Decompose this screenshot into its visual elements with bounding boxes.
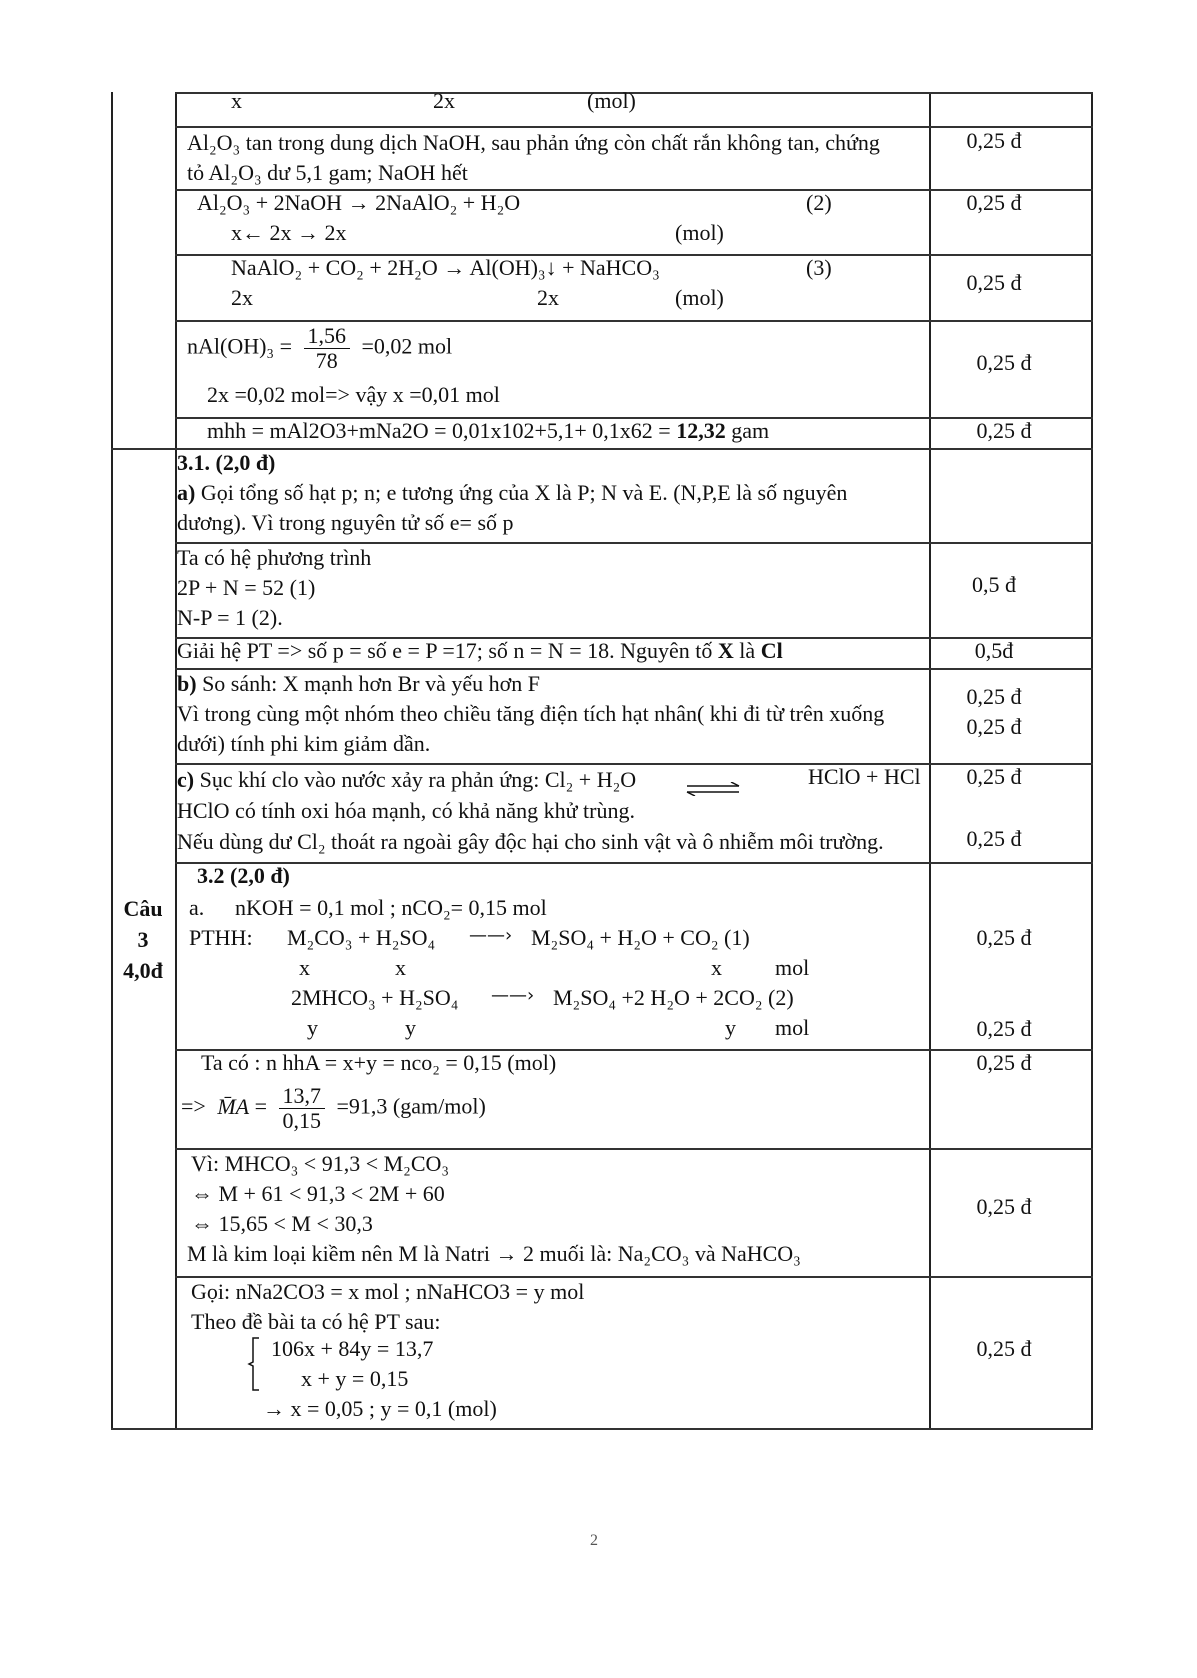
equation-2-right: M₂SO₄ +2 H₂O + 2CO₂ (2) bbox=[553, 985, 794, 1010]
mol-x: x bbox=[231, 88, 242, 113]
text-line: Vì: MHCO₃ < 91,3 < M₂CO₃ bbox=[191, 1151, 450, 1176]
mol-2x: 2x bbox=[231, 285, 253, 310]
text: So sánh: X mạnh hơn Br và yếu hơn F bbox=[196, 671, 541, 696]
molar-mass bbox=[181, 1084, 486, 1133]
table-bottom-border bbox=[111, 1428, 1093, 1430]
text-line: dưới) tính phi kim giảm dần. bbox=[177, 731, 431, 756]
text: => bbox=[181, 1093, 206, 1119]
part-b bbox=[177, 669, 884, 759]
arrow-icon: ——› bbox=[469, 925, 513, 946]
text-line: Nếu dùng dư Cl₂ thoát ra ngoài gây độc hại cho sinh vật và ô nhiễm môi trường. bbox=[177, 829, 884, 854]
fraction bbox=[279, 1084, 326, 1133]
section-3-1 bbox=[177, 448, 847, 538]
text-line: dương). Vì trong nguyên tử số e= số p bbox=[177, 510, 514, 535]
solve-x: 2x =0,02 mol=> vậy x =0,01 mol bbox=[207, 382, 500, 407]
score: 0,25 đ bbox=[966, 764, 1022, 789]
text-line: Al₂O₃ tan trong dung dịch NaOH, sau phản ứng còn chất rắn không tan, chứng bbox=[187, 130, 880, 155]
denominator: 0,15 bbox=[282, 1108, 322, 1133]
score: 0,25 đ bbox=[976, 1050, 1032, 1075]
reaction-products: HClO + HCl bbox=[808, 764, 921, 789]
text-line bbox=[177, 669, 884, 699]
cau-label: Câu bbox=[123, 896, 163, 921]
equilibrium-arrow-icon bbox=[685, 776, 741, 802]
text: là bbox=[733, 638, 761, 663]
part-c bbox=[177, 764, 884, 857]
element-cl: Cl bbox=[760, 638, 783, 663]
mol-2x: 2x bbox=[537, 285, 559, 310]
score: 0,25 đ bbox=[966, 128, 1022, 153]
mol-x: x bbox=[711, 955, 722, 980]
numerator: 13,7 bbox=[279, 1084, 326, 1109]
score: 0,25 đ bbox=[976, 1016, 1032, 1041]
part-label: c) bbox=[177, 767, 195, 792]
table-left-border bbox=[111, 92, 113, 1430]
pthh-label: PTHH: bbox=[189, 925, 253, 950]
equation-ratio: x← 2x → 2x bbox=[231, 220, 347, 245]
score: 0,5đ bbox=[974, 638, 1014, 663]
answer-table bbox=[111, 88, 1095, 1430]
text-line: ⇔ M + 61 < 91,3 < 2M + 60 bbox=[191, 1181, 445, 1206]
text-line bbox=[177, 478, 847, 508]
text: = bbox=[254, 1093, 268, 1119]
equation-2: Al₂O₃ + 2NaOH → 2NaAlO₂ + H₂O bbox=[197, 190, 521, 215]
text-line: tỏ Al₂O₃ dư 5,1 gam; NaOH hết bbox=[187, 160, 468, 185]
score: 0,25 đ bbox=[976, 925, 1032, 950]
al2o3-explanation bbox=[187, 128, 880, 188]
equation-number: (3) bbox=[806, 255, 832, 280]
text-line: Theo đề bài ta có hệ PT sau: bbox=[191, 1309, 441, 1334]
mol-unit: (mol) bbox=[587, 88, 636, 113]
solution-line bbox=[177, 638, 783, 664]
row-divider bbox=[175, 862, 1093, 864]
section-heading: 3.2 (2,0 đ) bbox=[197, 863, 290, 888]
text-line: Ta có hệ phương trình bbox=[177, 545, 372, 570]
text-line: HClO có tính oxi hóa mạnh, có khả năng khử trùng. bbox=[177, 798, 635, 823]
fraction bbox=[304, 324, 351, 373]
score: 0,25 đ bbox=[966, 190, 1022, 215]
inequality-reasoning bbox=[187, 1149, 801, 1269]
result-value: 12,32 bbox=[676, 418, 726, 443]
moles-aloh3 bbox=[187, 324, 452, 373]
score: 0,25 đ bbox=[976, 350, 1032, 375]
denominator: 78 bbox=[315, 348, 338, 373]
mol-y: y bbox=[405, 1015, 416, 1040]
table-right-border bbox=[1091, 92, 1093, 1430]
mol-unit: (mol) bbox=[675, 285, 724, 310]
text: gam bbox=[725, 418, 770, 443]
equation-1-left: M₂CO₃ + H₂SO₄ bbox=[287, 925, 436, 950]
score: 0,25 đ bbox=[966, 684, 1022, 709]
mol-x: x bbox=[395, 955, 406, 980]
text: nAl(OH)₃ = bbox=[187, 333, 293, 359]
average-molar-mass-symbol: M̄A bbox=[217, 1093, 250, 1119]
score: 0,25 đ bbox=[976, 418, 1032, 443]
equation-system bbox=[177, 543, 371, 633]
text-line: Gọi: nNa2CO3 = x mol ; nNaHCO3 = y mol bbox=[191, 1279, 585, 1304]
part-label: a. bbox=[189, 895, 205, 920]
column-divider-1 bbox=[175, 92, 177, 1430]
arrow-icon: ——› bbox=[491, 985, 535, 1006]
system-eq-2: x + y = 0,15 bbox=[301, 1366, 409, 1391]
final-system bbox=[191, 1277, 584, 1337]
system-eq-1: 106x + 84y = 13,7 bbox=[271, 1336, 434, 1361]
mol-x: x bbox=[299, 955, 310, 980]
cau-number: 3 bbox=[137, 927, 149, 952]
question-number-label bbox=[111, 893, 175, 986]
text-line: 2P + N = 52 (1) bbox=[177, 575, 316, 600]
mol-y: y bbox=[307, 1015, 318, 1040]
mol-2x: 2x bbox=[433, 88, 455, 113]
part-label: b) bbox=[177, 671, 197, 696]
score: 0,25 đ bbox=[966, 270, 1022, 295]
total-moles: Ta có : n hhA = x+y = nco₂ = 0,15 (mol) bbox=[201, 1050, 557, 1075]
numerator: 1,56 bbox=[304, 324, 351, 349]
mol-unit: mol bbox=[775, 955, 810, 980]
section-heading: 3.1. (2,0 đ) bbox=[177, 450, 276, 475]
text: Sục khí clo vào nước xảy ra phản ứng: Cl₂ + H₂O bbox=[194, 767, 637, 792]
text: =0,02 mol bbox=[361, 333, 453, 359]
row-divider bbox=[175, 320, 1093, 322]
text: mhh = mAl2O3+mNa2O = 0,01x102+5,1+ 0,1x62 = bbox=[207, 418, 677, 443]
score: 0,5 đ bbox=[972, 572, 1016, 597]
system-solution: → x = 0,05 ; y = 0,1 (mol) bbox=[263, 1396, 497, 1421]
page-number: 2 bbox=[590, 1532, 598, 1549]
mol-unit: mol bbox=[775, 1015, 810, 1040]
brace-icon bbox=[247, 1336, 261, 1398]
part-label: a) bbox=[177, 480, 196, 505]
text: =91,3 (gam/mol) bbox=[336, 1093, 486, 1119]
mol-y: y bbox=[725, 1015, 736, 1040]
cau-points: 4,0đ bbox=[123, 958, 163, 983]
score: 0,25 đ bbox=[966, 714, 1022, 739]
equation-3: NaAlO₂ + CO₂ + 2H₂O → Al(OH)₃↓ + NaHCO₃ bbox=[231, 255, 660, 280]
score: 0,25 đ bbox=[966, 826, 1022, 851]
mass-result bbox=[207, 418, 769, 444]
equation-1-right: M₂SO₄ + H₂O + CO₂ (1) bbox=[531, 925, 750, 950]
given-moles: nKOH = 0,1 mol ; nCO₂= 0,15 mol bbox=[235, 895, 547, 920]
text: Giải hệ PT => số p = số e = P =17; số n = N = 18. Nguyên tố bbox=[177, 638, 718, 663]
mol-unit: (mol) bbox=[675, 220, 724, 245]
score: 0,25 đ bbox=[976, 1194, 1032, 1219]
text-line: M là kim loại kiềm nên M là Natri → 2 muối là: Na₂CO₃ và NaHCO₃ bbox=[187, 1241, 801, 1266]
text-line: Vì trong cùng một nhóm theo chiều tăng điện tích hạt nhân( khi đi từ trên xuống bbox=[177, 701, 885, 726]
text-line: N-P = 1 (2). bbox=[177, 605, 283, 630]
element-x: X bbox=[717, 638, 734, 663]
text-line bbox=[177, 764, 884, 795]
text: Gọi tổng số hạt p; n; e tương ứng của X là P; N và E. (N,P,E là số nguyên bbox=[195, 480, 848, 505]
equation-2-left: 2MHCO₃ + H₂SO₄ bbox=[291, 985, 459, 1010]
equation-number: (2) bbox=[806, 190, 832, 215]
score: 0,25 đ bbox=[976, 1336, 1032, 1361]
text-line: ⇔ 15,65 < M < 30,3 bbox=[191, 1211, 373, 1236]
